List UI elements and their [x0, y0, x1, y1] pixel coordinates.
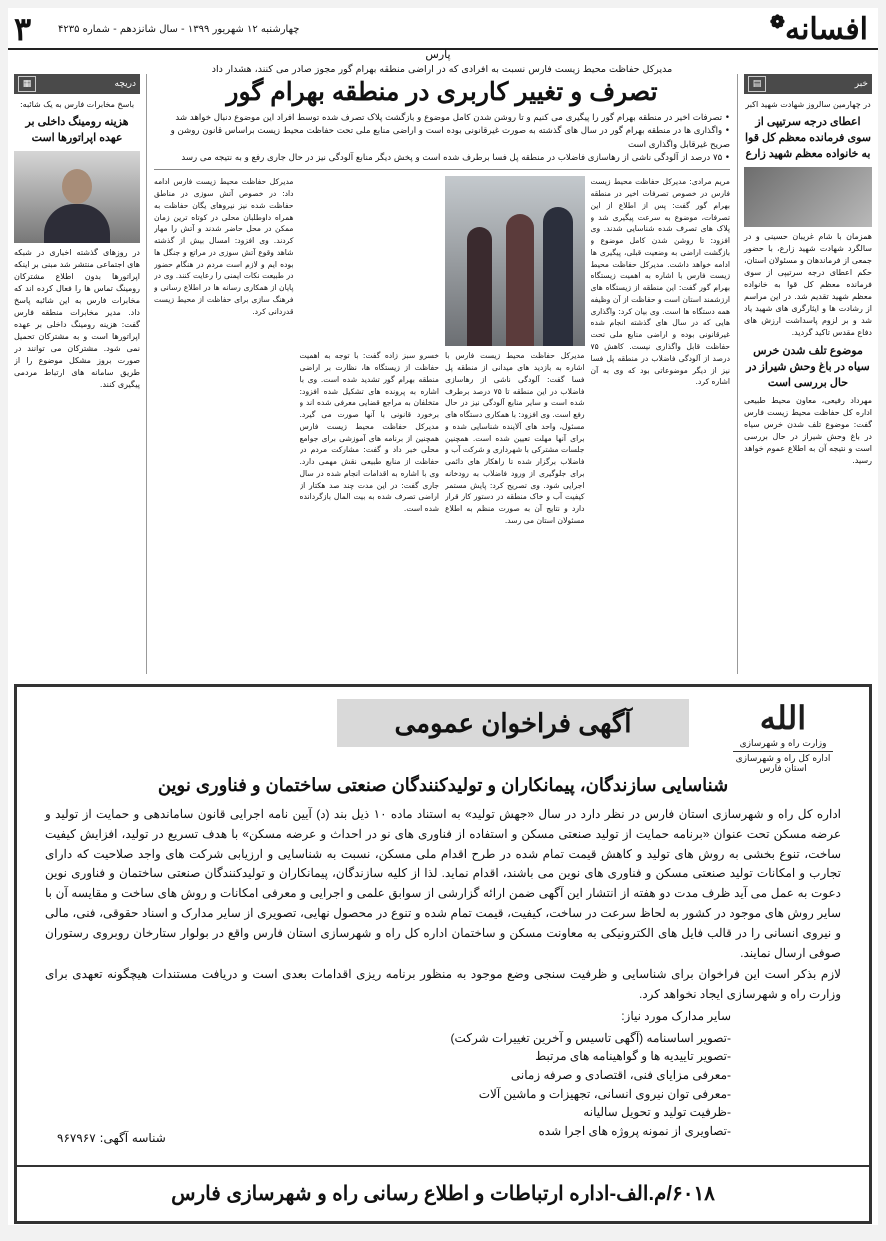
right-story-kicker: در چهارمین سالروز شهادت شهید اکبر [745, 100, 871, 109]
official-portrait [14, 151, 140, 243]
list-item: - تصاویری از نمونه پروژه های اجرا شده [45, 1122, 731, 1141]
news-icon: ▤ [748, 76, 766, 92]
article-column-photo [445, 176, 585, 666]
logo-ornament-icon: ❁ [769, 12, 785, 33]
right-column-tag-label: خبر [854, 79, 868, 89]
main-kicker: مدیرکل حفاظت محیط زیست فارس نسبت به افرادی که در اراضی منطقه بهرام گور مجوز صادر می کنند، هشدار داد [211, 64, 673, 75]
lead-point: • تصرفات اخیر در منطقه بهرام گور را پیگیری می کنیم و تا روشن شدن کامل موضوع و بازگشت پلاک تصرف شده توسط افراد این موضوع دنبال خواهد شد [175, 113, 730, 123]
right-story-headline: اعطای درجه سرتیپی از سوی فرمانده معظم کل قوا به خانواده معظم شهید زارع [744, 116, 871, 161]
right-news-column [737, 74, 872, 674]
ad-docs-intro: سایر مدارک مورد نیاز: [621, 1008, 731, 1023]
main-headline: تصرف و تغییر کاربری در منطقه بهرام گور [226, 78, 658, 106]
ad-paragraph: لازم بذکر است این فراخوان برای شناسایی و ظرفیت سنجی وضع موجود به منظور برنامه ریزی اقدامات بعدی است و دریافت مستندات هیچگونه تعهدی برای وزارت راه و شهرسازی ایجاد نخواهد کرد. [45, 967, 841, 1002]
ministry-name: وزارت راه و شهرسازی [739, 739, 827, 749]
list-item: - معرفی مزایای فنی، اقتصادی و صرفه زمانی [45, 1066, 731, 1085]
right-second-headline: موضوع تلف شدن خرس سیاه در باغ وحش شیراز در حال بررسی است [746, 345, 870, 389]
ad-docs-list [45, 1029, 841, 1141]
ceremony-photo [744, 167, 872, 227]
photo-person [506, 214, 534, 347]
left-column-tag-label: دریچه [114, 79, 136, 89]
ad-title: آگهی فراخوان عمومی [337, 699, 689, 747]
ad-heading: شناسایی سازندگان، پیمانکاران و تولیدکنندگان صنعتی ساختمان و فناوری نوین [157, 775, 729, 795]
ad-paragraph: اداره کل راه و شهرسازی استان فارس در نظر دارد در سال «جهش تولید» به استناد ماده ۱۰ ذیل بند (د) آیین نامه اجرایی قانون ساماندهی و حمایت از تولید و عرضه مسکن تحت عنوان «برنامه حمایت از تولید صنعتی مسکن و استفاده از فناوری های نو در احداث و عرضه مسکن» با هدف تسریع در تولید، افزایش کیفیت ساخت، تنوع بخشی به روش های تولید و کاهش قیمت تمام شده در طرح اقدام ملی مسکن، نسبت به شناسایی و ارزیابی شرکت های واجد صلاحیت که دارای تجارب و امکانات تولید صنعتی مسکن و فناوری های نوین می باشند، اقدام نماید. لذا از کلیه سازندگان، پیمانکاران و تولیدکنندگان صنعتی ساختمان و فناوری نوین دعوت به عمل می آید ظرف مدت دو هفته از انتشار این آگهی ضمن ارائه گزارشی از سوابق علمی و اجرایی و معرفی امکانات و روش های ساخت و مقایسه آن با سایر روش های موجود در کشور به لحاظ سرعت در ساخت، کیفیت، قیمت تمام شده و تنوع در محصول نهایی، تصویری از سایر مدارک و اسناد حقوقی، فنی، مالی و نیروی انسانی را در قالب فایل های الکترونیکی به معاونت مسکن و ساختمان اداره کل راه و شهرسازی استان فارس واقع در بولوار ستارخان روبروی رستوران صوفی ارسال نمایند. [45, 807, 841, 960]
right-second-body: مهرداد رفیعی، معاون محیط طبیعی اداره کل حفاظت محیط زیست فارس گفت: موضوع تلف شدن خرس سیاه در باغ وحش شیراز در حال بررسی است و نتیجه آن به اطلاع عموم خواهد رسید. [744, 395, 872, 465]
meeting-photo [445, 176, 585, 346]
article-column-2: مدیرکل حفاظت محیط زیست فارس با اشاره به بازدید های میدانی از منطقه پل فسا گفت: آلودگی ناشی از رهاسازی فاضلاب در این منطقه تا ۷۵ درصد برطرف شده است و سایر منابع آلودگی نیز در حال رفع است. وی افزود: با همکاری دستگاه های مسئول، واحد های آلاینده شناسایی شده و برای آنها مهلت تعیین شده است. همچنین جلسات مشترکی با شهرداری و شرکت آب و فاضلاب برگزار شده تا راهکار های دائمی برای جلوگیری از ورود فاضلاب به رودخانه اجرایی شود. وی تصریح کرد: پایش مستمر کیفیت آب و خاک منطقه در دستور کار قرار دارد و نتایج آن به صورت منظم به اطلاع مسئولان استان می رسد. [445, 351, 585, 525]
article-column-4: مدیرکل حفاظت محیط زیست فارس ادامه داد: در خصوص آتش سوزی در مناطق حفاظت شده نیز نیروهای یگان حفاظت به همراه داوطلبان محلی در کوتاه ترین زمان ممکن در محل حاضر شدند و آتش را مهار کردند. وی افزود: امسال بیش از گذشته شاهد وقوع آتش سوزی در مراتع و جنگل ها بوده ایم و لازم است مردم در هنگام حضور در طبیعت نکات ایمنی را رعایت کنند. وی در پایان از همکاری رسانه ها در اطلاع رسانی و فرهنگ سازی برای حفاظت از محیط زیست قدردانی کرد. [154, 177, 294, 316]
masthead [8, 8, 878, 50]
article-column-1: مریم مرادی: مدیرکل حفاظت محیط زیست فارس در خصوص تصرفات اخیر در منطقه بهرام گور گفت: پس از اطلاع از این تصرفات، موضوع به سرعت پیگیری شد و پلاک های تصرف شده شناسایی شدند. وی افزود: تا روشن شدن کامل موضوع و بازگشت اراضی به وضعیت قبلی، پیگیری ها ادامه خواهد داشت. مدیرکل حفاظت محیط زیست فارس با اشاره به اهمیت زیستگاه بهرام گور گفت: این منطقه از زیستگاه های ارزشمند استان است و حفاظت از آن وظیفه همه دستگاه ها است. وی بیان کرد: واگذاری هایی که در سال های گذشته انجام شده غیرقانونی بوده و اراضی منابع ملی تحت حفاظت قابل واگذاری نیست. کاهش ۷۵ درصد از آلودگی فاضلاب در منطقه پل فسا نیز از دیگر موضوعاتی بود که وی به آن اشاره کرد. [590, 177, 730, 387]
section-label: پارس [425, 48, 451, 61]
ad-body [45, 805, 841, 1140]
photo-person [467, 227, 492, 346]
right-column-tag [744, 74, 872, 94]
left-news-column [14, 74, 147, 674]
left-story-body: در روزهای گذشته اخباری در شبکه های اجتماعی منتشر شد مبنی بر اینکه اپراتورها بدون اطلاع مشترکان رومینگ تماس ها را فعال کرده اند که مخابرات فارس به این شائبه پاسخ داد. مدیر مخابرات منطقه فارس گفت: هزینه رومینگ داخلی بر عهده اپراتورها است و به مشترکان تحمیل نمی شود. مشترکان می توانند در صورت بروز مشکل موضوع را از طریق سامانه های ارتباط مردمی پیگیری کنند. [14, 248, 140, 390]
department-name: اداره کل راه و شهرسازی استان فارس [733, 751, 833, 774]
main-article-columns [154, 176, 730, 666]
main-article [154, 62, 730, 674]
photo-person [543, 207, 574, 346]
issue-line: چهارشنبه ۱۲ شهریور ۱۳۹۹ - سال شانزدهم - شماره ۴۲۳۵ [58, 24, 300, 35]
left-story-kicker: باسخ مخابرات فارس به یک شائبه: [19, 100, 135, 109]
ministry-emblem [733, 699, 833, 774]
list-item: - تصویر اساسنامه (آگهی تاسیس و آخرین تغییرات شرکت) [45, 1029, 731, 1048]
lead-point: • ۷۵ درصد از آلودگی ناشی از رهاسازی فاضلاب در منطقه پل فسا برطرف شده است و پخش دیگر منابع آلودگی نیز در حال جاری رفع و به نتیجه می رسد [181, 152, 730, 163]
main-lead [154, 112, 730, 170]
lead-point: • واگذاری ها در منطقه بهرام گور در سال های گذشته به صورت غیرقانونی بوده است و اراضی منابع ملی تحت حفاظت محیط زیست براساس قانون روشن و صریح غیرقابل واگذاری است [170, 126, 730, 150]
portrait-body [44, 204, 110, 243]
list-item: - تصویر تاییدیه ها و گواهینامه های مرتبط [45, 1047, 731, 1066]
article-column-3 [300, 176, 440, 666]
ad-code: شناسه آگهی: ۹۶۷۹۶۷ [57, 1131, 166, 1145]
article-column-3-text: خسرو سبز زاده گفت: با توجه به اهمیت حفاظت از زیستگاه ها، نظارت بر اراضی منطقه بهرام گور تشدید شده است. وی با اشاره به پرونده های تشکیل شده افزود: متخلفان به مراجع قضایی معرفی شده اند و برخورد قانونی با آنها صورت می گیرد. مدیرکل حفاظت محیط زیست فارس همچنین از برنامه های آموزشی برای جوامع محلی خبر داد و گفت: مشارکت مردم در حفاظت از منابع طبیعی نقش مهمی دارد. وی با اشاره به اقدامات انجام شده در سال جاری گفت: در این مدت چند صد هکتار از اراضی تصرف شده به بیت المال بازگردانده شده است. [299, 351, 439, 514]
page-number: ۳ [14, 10, 32, 48]
left-story-headline: هزینه رومینگ داخلی بر عهده اپراتورها است [25, 116, 129, 145]
newspaper-page [8, 8, 878, 1225]
right-story-body: همزمان با شام غریبان حسینی و در سالگرد شهادت شهید زارع، با حضور جمعی از فرماندهان و مسئولان استان، حکم اعطای درجه سرتیپی از سوی فرمانده معظم کل قوا به خانواده معظم شهید تقدیم شد. در این مراسم از رشادت ها و ایثارگری های شهید یاد شد و بر لزوم پاسداشت ارزش های دفاع مقدس تاکید گردید. [744, 232, 872, 337]
list-item: - معرفی توان نیروی انسانی، تجهیزات و ماشین آلات [45, 1085, 731, 1104]
book-icon: ▦ [18, 76, 36, 92]
emblem-icon: الله [759, 699, 807, 737]
left-column-tag [14, 74, 140, 94]
portrait-face [62, 169, 92, 204]
list-item: - ظرفیت تولید و تحویل سالیانه [45, 1103, 731, 1122]
newspaper-logo: افسانه❁ [769, 12, 868, 47]
public-notice-ad [14, 684, 872, 1224]
photo-span-spacer [300, 176, 440, 350]
ad-footer: ۶۰۱۸/م.الف-اداره ارتباطات و اطلاع رسانی راه و شهرسازی فارس [17, 1165, 869, 1221]
